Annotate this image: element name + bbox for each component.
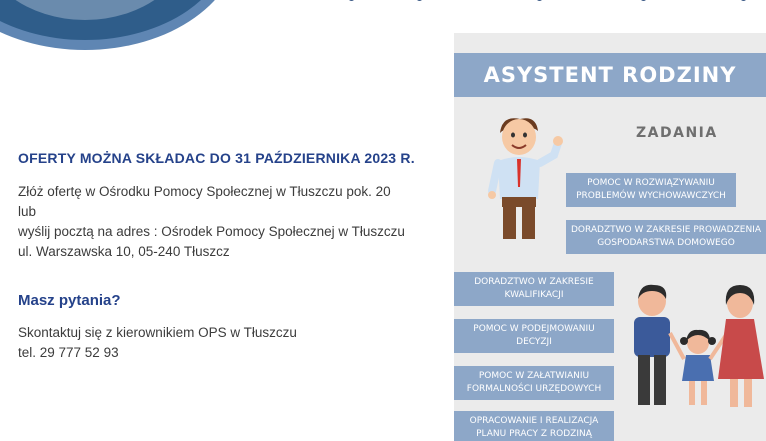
poster-subtitle: ZADANIA: [636, 125, 718, 141]
task-box-5: POMOC W ZAŁATWIANIU FORMALNOŚCI URZĘDOWYCH: [454, 366, 614, 400]
poster-title: ASYSTENT RODZINY: [454, 53, 766, 97]
decorative-circle-highlight: [0, 0, 190, 20]
questions-heading: Masz pytania?: [18, 292, 121, 309]
contact-line: Skontaktuj się z kierownikiem OPS w Tłuszczu: [18, 325, 297, 340]
task-box-4: POMOC W PODEJMOWANIU DECYZJI: [454, 319, 614, 353]
dot: [416, 0, 423, 1]
contact-info: [18, 323, 438, 363]
dot: [536, 0, 543, 1]
decorative-circle: [0, 0, 240, 50]
dot: [640, 0, 647, 1]
submission-info: [18, 182, 438, 262]
submission-line: Złóż ofertę w Ośrodku Pomocy Społecznej w Tłuszczu pok. 20: [18, 184, 391, 199]
task-box-2: DORADZTWO W ZAKRESIE PROWADZENIA GOSPODARSTWA DOMOWEGO: [566, 220, 766, 254]
submission-line: lub: [18, 204, 37, 219]
task-box-6: OPRACOWANIE I REALIZACJA PLANU PRACY Z RODZINĄ: [454, 411, 614, 441]
offer-deadline-heading: OFERTY MOŻNA SKŁADAC DO 31 PAŹDZIERNIKA 2023 R.: [18, 150, 415, 166]
dot: [348, 0, 355, 1]
assistant-man-icon: [484, 115, 564, 243]
contact-phone: tel. 29 777 52 93: [18, 345, 119, 360]
submission-line: wyślij pocztą na adres : Ośrodek Pomocy Społecznej w Tłuszczu: [18, 224, 405, 239]
offer-info-section: [18, 150, 438, 363]
family-assistant-poster: [454, 33, 766, 441]
family-icon: [626, 283, 766, 418]
decorative-dots: [340, 0, 760, 4]
task-box-1: POMOC W ROZWIĄZYWANIU PROBLEMÓW WYCHOWAWCZYCH: [566, 173, 736, 207]
dot: [740, 0, 747, 1]
task-box-3: DORADZTWO W ZAKRESIE KWALIFIKACJI: [454, 272, 614, 306]
submission-line: ul. Warszawska 10, 05-240 Tłuszcz: [18, 244, 230, 259]
